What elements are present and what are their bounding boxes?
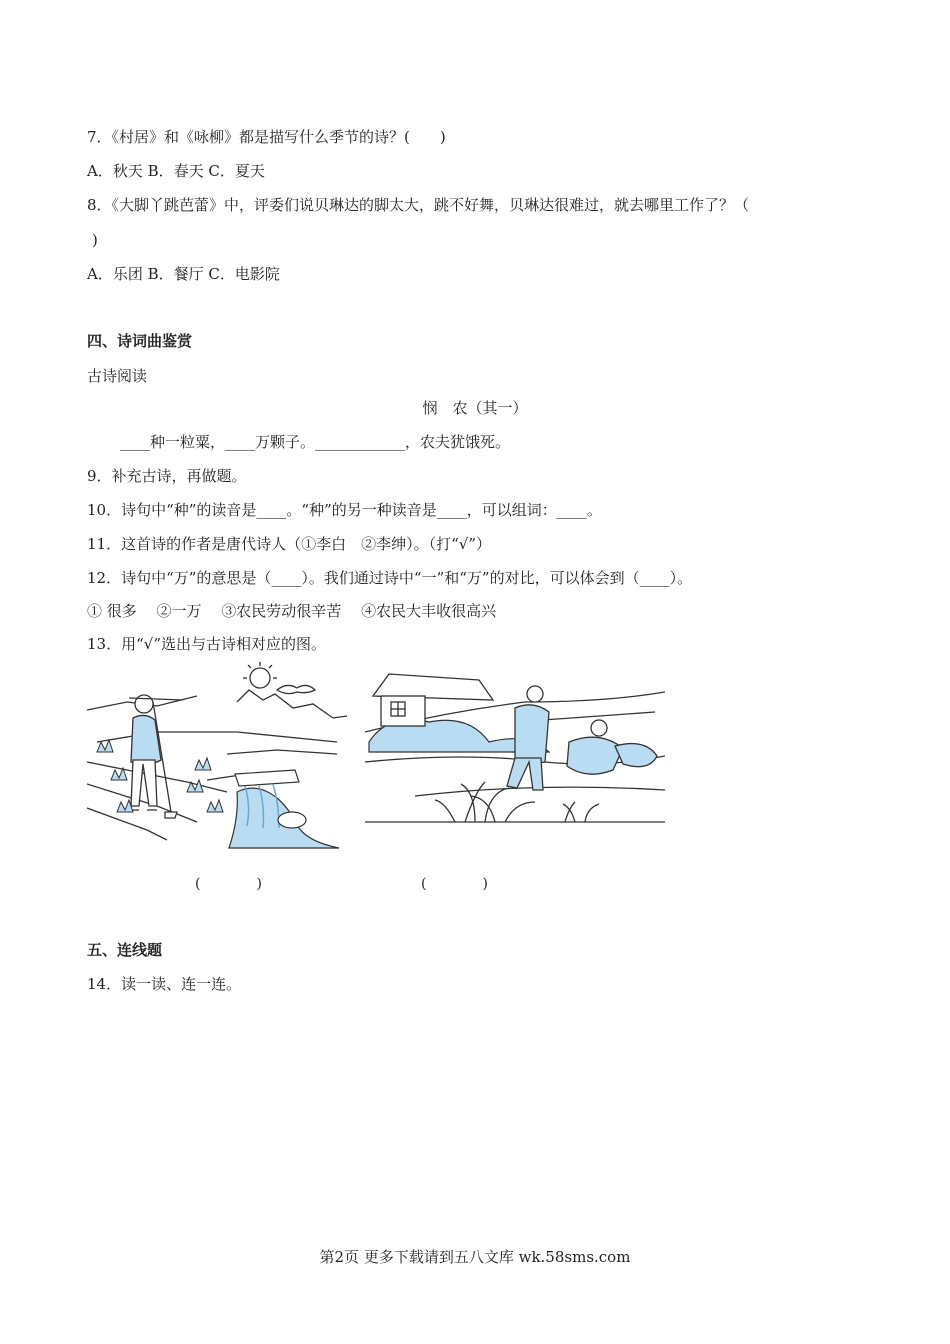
question-12-options: ① 很多 ②一万 ③农民劳动很辛苦 ④农民大丰收很高兴	[87, 602, 497, 620]
page-footer: 第2页 更多下载请到五八文库 wk.58sms.com	[319, 1248, 631, 1266]
section-4-heading: 四、诗词曲鉴赏	[87, 332, 193, 350]
question-8-continuation: )	[92, 231, 98, 249]
section-5-heading: 五、连线题	[87, 941, 163, 959]
picture-right-answer-blank[interactable]: ( )	[421, 876, 488, 892]
picture-left-answer-blank[interactable]: ( )	[195, 876, 262, 892]
poem-title: 悯 农（其一）	[422, 399, 528, 417]
question-11: 11．这首诗的作者是唐代诗人（①李白 ②李绅）。（打“√”）	[87, 535, 491, 553]
question-14: 14．读一读、连一连。	[87, 975, 242, 993]
hungry-farmers-picture	[365, 662, 665, 842]
question-10: 10．诗句中“种”的读音是____。“种”的另一种读音是____，可以组词：____。	[87, 501, 602, 519]
question-12: 12．诗句中“万”的意思是（____）。我们通过诗中“一”和“万”的对比，可以体会到（____）。	[87, 569, 693, 587]
question-7-options: A．秋天 B．春天 C．夏天	[87, 162, 265, 180]
question-7: 7．《村居》和《咏柳》都是描写什么季节的诗？( )	[87, 128, 446, 146]
poem-line: ____种一粒粟，____万颗子。____________，农夫犹饿死。	[120, 433, 511, 451]
question-9: 9．补充古诗，再做题。	[87, 467, 247, 485]
section-4-subheading: 古诗阅读	[87, 367, 148, 385]
farmer-hoeing-picture	[87, 662, 347, 852]
question-8: 8．《大脚丫跳芭蕾》中，评委们说贝琳达的脚太大，跳不好舞，贝琳达很难过，就去哪里工作了？（	[87, 196, 750, 214]
question-13: 13．用“√”选出与古诗相对应的图。	[87, 635, 326, 653]
question-8-options: A．乐团 B．餐厅 C．电影院	[87, 265, 280, 283]
